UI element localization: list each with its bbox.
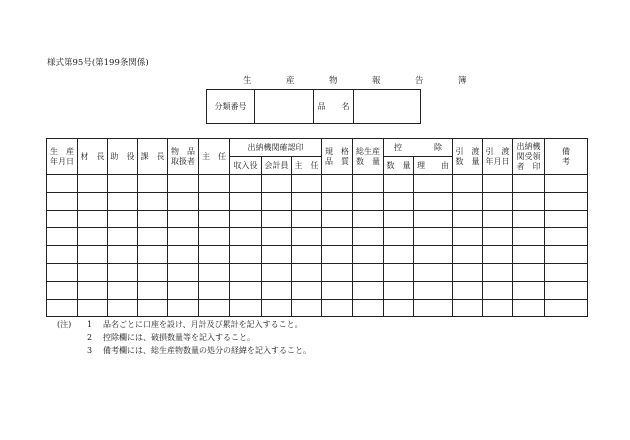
notes bbox=[57, 318, 311, 357]
table-cell[interactable] bbox=[414, 299, 453, 317]
header-section-chief: 課 長 bbox=[138, 139, 168, 175]
table-cell[interactable] bbox=[108, 228, 138, 246]
header-chief: 主 任 bbox=[199, 139, 230, 175]
table-cell[interactable] bbox=[292, 192, 322, 210]
table-cell[interactable] bbox=[47, 299, 78, 317]
table-cell[interactable] bbox=[414, 281, 453, 299]
category-number-field[interactable] bbox=[255, 90, 314, 124]
table-cell[interactable] bbox=[78, 281, 108, 299]
table-cell[interactable] bbox=[47, 263, 78, 281]
table-cell[interactable] bbox=[513, 192, 545, 210]
header-spec-quality: 規 格 品 質 bbox=[322, 139, 353, 175]
table-cell[interactable] bbox=[292, 175, 322, 193]
table-cell[interactable] bbox=[199, 299, 230, 317]
table-cell[interactable] bbox=[453, 175, 483, 193]
table-cell[interactable] bbox=[47, 210, 78, 228]
table-cell[interactable] bbox=[262, 281, 292, 299]
header-handover-quantity: 引 渡 数 量 bbox=[453, 139, 483, 175]
table-cell[interactable] bbox=[453, 263, 483, 281]
header-material-chief: 材 長 bbox=[78, 139, 108, 175]
table-cell[interactable] bbox=[230, 210, 262, 228]
table-cell[interactable] bbox=[384, 281, 414, 299]
table-cell[interactable] bbox=[353, 192, 384, 210]
table-cell[interactable] bbox=[199, 210, 230, 228]
table-cell[interactable] bbox=[353, 281, 384, 299]
table-cell[interactable] bbox=[483, 175, 513, 193]
table-cell[interactable] bbox=[199, 175, 230, 193]
table-cell[interactable] bbox=[353, 246, 384, 264]
table-row bbox=[47, 175, 588, 193]
table-cell[interactable] bbox=[199, 228, 230, 246]
table-cell[interactable] bbox=[453, 299, 483, 317]
note-item bbox=[57, 331, 311, 344]
table-cell[interactable] bbox=[322, 246, 353, 264]
table-cell[interactable] bbox=[513, 210, 545, 228]
info-table bbox=[206, 89, 421, 124]
table-cell[interactable] bbox=[414, 210, 453, 228]
table-cell[interactable] bbox=[199, 246, 230, 264]
table-cell[interactable] bbox=[78, 175, 108, 193]
table-cell[interactable] bbox=[414, 228, 453, 246]
table-cell[interactable] bbox=[108, 246, 138, 264]
table-row bbox=[47, 210, 588, 228]
table-cell[interactable] bbox=[292, 210, 322, 228]
table-cell[interactable] bbox=[292, 281, 322, 299]
table-cell[interactable] bbox=[230, 246, 262, 264]
table-cell[interactable] bbox=[545, 228, 588, 246]
header-production-date: 生 産 年月日 bbox=[47, 139, 78, 175]
table-cell[interactable] bbox=[384, 210, 414, 228]
table-cell[interactable] bbox=[138, 192, 168, 210]
note-item bbox=[57, 318, 311, 331]
table-cell[interactable] bbox=[483, 192, 513, 210]
table-cell[interactable] bbox=[353, 175, 384, 193]
table-cell[interactable] bbox=[199, 192, 230, 210]
table-cell[interactable] bbox=[262, 228, 292, 246]
table-cell[interactable] bbox=[168, 299, 199, 317]
table-cell[interactable] bbox=[108, 299, 138, 317]
table-cell[interactable] bbox=[168, 192, 199, 210]
table-cell[interactable] bbox=[138, 299, 168, 317]
table-cell[interactable] bbox=[483, 281, 513, 299]
table-cell[interactable] bbox=[545, 263, 588, 281]
table-cell[interactable] bbox=[47, 246, 78, 264]
table-cell[interactable] bbox=[108, 281, 138, 299]
table-cell[interactable] bbox=[230, 299, 262, 317]
table-cell[interactable] bbox=[292, 263, 322, 281]
table-cell[interactable] bbox=[138, 281, 168, 299]
table-cell[interactable] bbox=[453, 281, 483, 299]
table-cell[interactable] bbox=[292, 299, 322, 317]
table-cell[interactable] bbox=[545, 299, 588, 317]
ledger-table bbox=[46, 138, 602, 317]
table-cell[interactable] bbox=[262, 299, 292, 317]
note-text: 備考欄には、総生産物数量の処分の経緯を記入すること。 bbox=[103, 346, 311, 355]
table-row bbox=[47, 281, 588, 299]
header-deduction: 控 除 bbox=[384, 139, 453, 157]
table-cell[interactable] bbox=[483, 246, 513, 264]
table-row bbox=[47, 299, 588, 317]
table-cell[interactable] bbox=[353, 210, 384, 228]
table-cell[interactable] bbox=[453, 210, 483, 228]
table-cell[interactable] bbox=[199, 281, 230, 299]
table-cell[interactable] bbox=[513, 299, 545, 317]
table-cell[interactable] bbox=[292, 228, 322, 246]
table-cell[interactable] bbox=[384, 228, 414, 246]
table-cell[interactable] bbox=[322, 299, 353, 317]
table-cell[interactable] bbox=[168, 175, 199, 193]
header-receipt-seal: 出納機 関受領 者 印 bbox=[513, 139, 545, 175]
table-cell[interactable] bbox=[483, 299, 513, 317]
table-cell[interactable] bbox=[138, 175, 168, 193]
item-name-field[interactable] bbox=[354, 90, 421, 124]
header-total-quantity: 総生産 数 量 bbox=[353, 139, 384, 175]
table-cell[interactable] bbox=[513, 263, 545, 281]
table-cell[interactable] bbox=[414, 263, 453, 281]
item-name-label: 品 名 bbox=[314, 90, 354, 124]
table-cell[interactable] bbox=[353, 263, 384, 281]
table-cell[interactable] bbox=[322, 281, 353, 299]
header-assistant: 助 役 bbox=[108, 139, 138, 175]
table-cell[interactable] bbox=[168, 281, 199, 299]
note-text: 控除欄には、破損数量等を記入すること。 bbox=[103, 333, 255, 342]
table-cell[interactable] bbox=[230, 175, 262, 193]
table-cell[interactable] bbox=[414, 175, 453, 193]
table-cell[interactable] bbox=[483, 263, 513, 281]
table-cell[interactable] bbox=[545, 175, 588, 193]
table-cell[interactable] bbox=[322, 228, 353, 246]
table-cell[interactable] bbox=[545, 281, 588, 299]
table-cell[interactable] bbox=[453, 246, 483, 264]
table-cell[interactable] bbox=[47, 192, 78, 210]
table-cell[interactable] bbox=[168, 246, 199, 264]
table-cell[interactable] bbox=[545, 210, 588, 228]
table-cell[interactable] bbox=[138, 210, 168, 228]
notes-lead: (注) bbox=[57, 320, 72, 329]
table-cell[interactable] bbox=[384, 246, 414, 264]
header-accountant: 会計員 bbox=[262, 157, 292, 175]
table-cell[interactable] bbox=[108, 210, 138, 228]
table-cell[interactable] bbox=[78, 228, 108, 246]
header-goods-handler: 物 品 取扱者 bbox=[168, 139, 199, 175]
header-cashier-confirmation: 出納機関確認印 bbox=[230, 139, 322, 157]
table-cell[interactable] bbox=[384, 175, 414, 193]
table-cell[interactable] bbox=[199, 263, 230, 281]
table-cell[interactable] bbox=[513, 281, 545, 299]
table-cell[interactable] bbox=[453, 192, 483, 210]
table-cell[interactable] bbox=[78, 299, 108, 317]
table-cell[interactable] bbox=[138, 228, 168, 246]
table-cell[interactable] bbox=[513, 175, 545, 193]
table-row bbox=[47, 246, 588, 264]
table-cell[interactable] bbox=[322, 210, 353, 228]
form-label: 様式第95号(第199条関係) bbox=[47, 58, 149, 68]
table-cell[interactable] bbox=[353, 228, 384, 246]
table-cell[interactable] bbox=[292, 246, 322, 264]
header-cashier-chief: 主 任 bbox=[292, 157, 322, 175]
header-receiver: 収入役 bbox=[230, 157, 262, 175]
category-number-label: 分類番号 bbox=[207, 90, 255, 124]
table-cell[interactable] bbox=[168, 263, 199, 281]
table-cell[interactable] bbox=[230, 192, 262, 210]
table-cell[interactable] bbox=[262, 263, 292, 281]
document-title: 生 産 物 報 告 簿 bbox=[243, 76, 480, 86]
header-remarks: 備 考 bbox=[545, 139, 588, 175]
table-cell[interactable] bbox=[230, 263, 262, 281]
table-cell[interactable] bbox=[262, 192, 292, 210]
note-number: 3 bbox=[87, 346, 93, 355]
table-cell[interactable] bbox=[168, 228, 199, 246]
table-cell[interactable] bbox=[545, 192, 588, 210]
table-cell[interactable] bbox=[513, 246, 545, 264]
table-cell[interactable] bbox=[78, 210, 108, 228]
table-cell[interactable] bbox=[78, 263, 108, 281]
table-cell[interactable] bbox=[483, 210, 513, 228]
table-cell[interactable] bbox=[78, 192, 108, 210]
table-cell[interactable] bbox=[545, 246, 588, 264]
table-cell[interactable] bbox=[168, 210, 199, 228]
table-cell[interactable] bbox=[262, 175, 292, 193]
note-number: 2 bbox=[87, 333, 93, 342]
table-cell[interactable] bbox=[414, 246, 453, 264]
ledger-body bbox=[47, 175, 588, 317]
header-handover-date: 引 渡 年月日 bbox=[483, 139, 513, 175]
table-cell[interactable] bbox=[138, 263, 168, 281]
table-row bbox=[47, 228, 588, 246]
table-cell[interactable] bbox=[322, 175, 353, 193]
table-cell[interactable] bbox=[138, 246, 168, 264]
table-cell[interactable] bbox=[513, 228, 545, 246]
table-cell[interactable] bbox=[108, 175, 138, 193]
table-row bbox=[47, 192, 588, 210]
table-cell[interactable] bbox=[414, 192, 453, 210]
table-cell[interactable] bbox=[262, 246, 292, 264]
table-cell[interactable] bbox=[47, 228, 78, 246]
table-cell[interactable] bbox=[230, 281, 262, 299]
table-cell[interactable] bbox=[384, 192, 414, 210]
table-cell[interactable] bbox=[262, 210, 292, 228]
note-text: 品名ごとに口座を設け、月計及び累計を記入すること。 bbox=[103, 320, 303, 329]
note-item bbox=[57, 344, 311, 357]
table-cell[interactable] bbox=[453, 228, 483, 246]
table-cell[interactable] bbox=[322, 192, 353, 210]
table-cell[interactable] bbox=[353, 299, 384, 317]
table-cell[interactable] bbox=[47, 281, 78, 299]
header-deduction-reason: 理 由 bbox=[414, 157, 453, 175]
note-number: 1 bbox=[87, 320, 93, 329]
table-row bbox=[47, 263, 588, 281]
table-cell[interactable] bbox=[47, 175, 78, 193]
table-cell[interactable] bbox=[384, 299, 414, 317]
table-cell[interactable] bbox=[108, 192, 138, 210]
table-cell[interactable] bbox=[384, 263, 414, 281]
table-cell[interactable] bbox=[322, 263, 353, 281]
header-deduction-quantity: 数 量 bbox=[384, 157, 414, 175]
table-cell[interactable] bbox=[230, 228, 262, 246]
table-cell[interactable] bbox=[108, 263, 138, 281]
table-cell[interactable] bbox=[483, 228, 513, 246]
table-cell[interactable] bbox=[78, 246, 108, 264]
